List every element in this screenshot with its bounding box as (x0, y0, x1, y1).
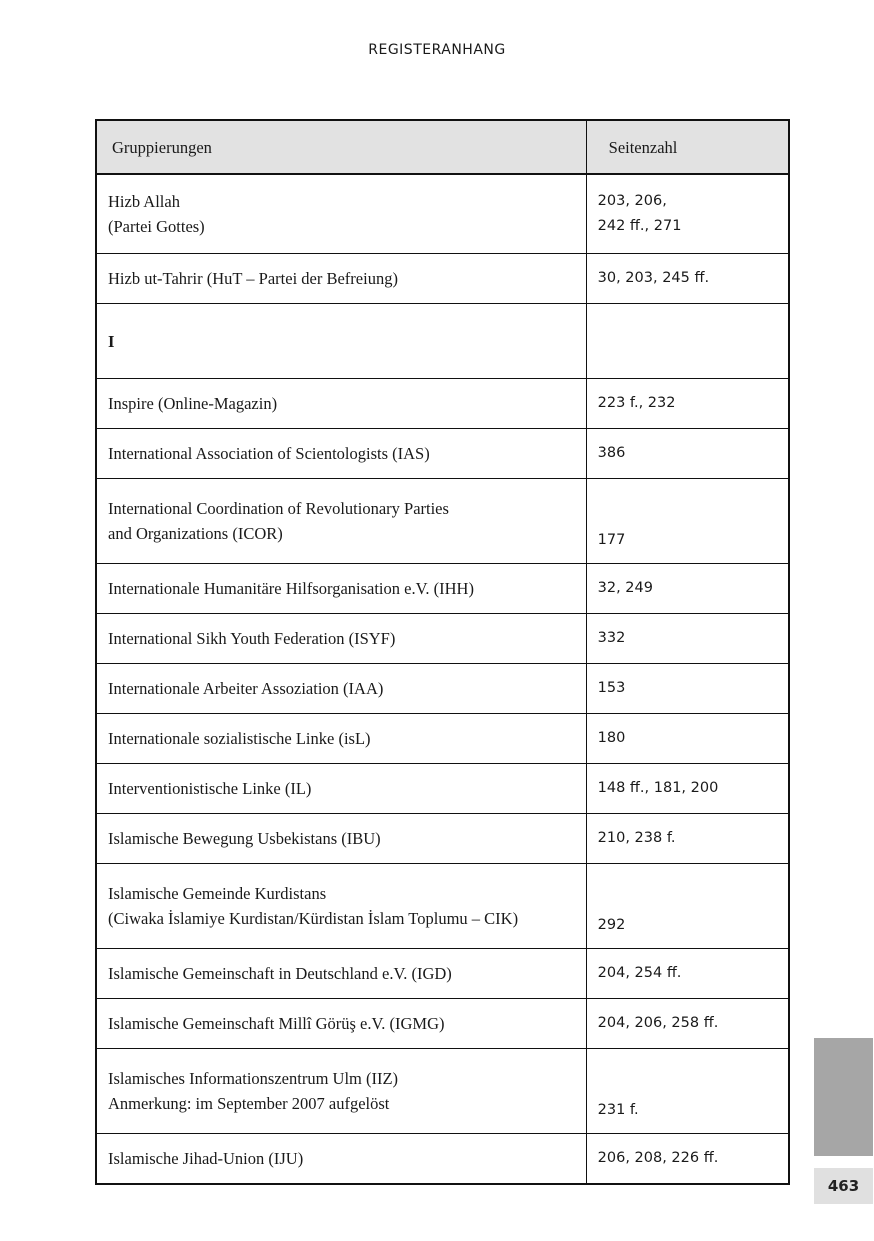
group-name-line: Anmerkung: im September 2007 aufgelöst (108, 1094, 390, 1113)
group-name-line: International Coordination of Revolutionary Parties (108, 499, 449, 518)
group-name-cell: International Association of Scientologists (IAS) (96, 429, 586, 479)
group-name-line: and Organizations (ICOR) (108, 524, 283, 543)
group-name-cell (96, 174, 586, 254)
section-letter: I (96, 304, 586, 379)
group-name-cell: Islamische Bewegung Usbekistans (IBU) (96, 814, 586, 864)
table-row (96, 429, 789, 479)
table-row (96, 999, 789, 1049)
table-row (96, 1134, 789, 1185)
table-row (96, 379, 789, 429)
page-ref-line: 203, 206, (597, 193, 667, 209)
group-name-line: Islamisches Informationszentrum Ulm (IIZ) (108, 1069, 399, 1088)
group-name-cell: Interventionistische Linke (IL) (96, 764, 586, 814)
group-name-cell: Islamische Gemeinschaft in Deutschland e.V. (IGD) (96, 949, 586, 999)
table-row (96, 714, 789, 764)
page-ref-cell: 292 (586, 864, 789, 949)
group-name-cell (96, 1049, 586, 1134)
group-name-cell: Islamische Jihad-Union (IJU) (96, 1134, 586, 1185)
page-ref-cell: 32, 249 (586, 564, 789, 614)
table-row (96, 949, 789, 999)
group-name-cell (96, 864, 586, 949)
page-ref-cell (586, 304, 789, 379)
page-ref-cell: 223 f., 232 (586, 379, 789, 429)
group-name-line: (Ciwaka İslamiye Kurdistan/Kürdistan İslam Toplumu – CIK) (108, 909, 519, 928)
page-ref-cell: 30, 203, 245 ff. (586, 254, 789, 304)
page-ref-cell (586, 174, 789, 254)
page-ref-cell: 231 f. (586, 1049, 789, 1134)
group-name-cell: Islamische Gemeinschaft Millî Görüş e.V. (IGMG) (96, 999, 586, 1049)
running-head: REGISTERANHANG (368, 42, 506, 58)
table-row (96, 564, 789, 614)
table-header-row (96, 120, 789, 174)
page-ref-cell: 148 ff., 181, 200 (586, 764, 789, 814)
page-ref-cell: 204, 254 ff. (586, 949, 789, 999)
page-ref-cell: 210, 238 f. (586, 814, 789, 864)
page-ref-cell: 153 (586, 664, 789, 714)
group-name-line: (Partei Gottes) (108, 217, 205, 236)
table-row (96, 254, 789, 304)
group-name-cell: Internationale Arbeiter Assoziation (IAA) (96, 664, 586, 714)
group-name-line: Islamische Gemeinde Kurdistans (108, 884, 327, 903)
page-number: 463 (814, 1168, 873, 1204)
table-row (96, 814, 789, 864)
group-name-cell: Hizb ut-Tahrir (HuT – Partei der Befreiung) (96, 254, 586, 304)
group-name-line: Hizb Allah (108, 192, 180, 211)
page-ref-cell: 332 (586, 614, 789, 664)
group-name-cell (96, 479, 586, 564)
group-name-cell: Internationale sozialistische Linke (isL) (96, 714, 586, 764)
column-header-pages: Seitenzahl (586, 120, 789, 174)
table-row (96, 864, 789, 949)
page-ref-cell: 180 (586, 714, 789, 764)
section-letter-row (96, 304, 789, 379)
page-ref-cell: 204, 206, 258 ff. (586, 999, 789, 1049)
table-row (96, 479, 789, 564)
group-name-cell: Inspire (Online-Magazin) (96, 379, 586, 429)
column-header-groups: Gruppierungen (96, 120, 586, 174)
table-row (96, 764, 789, 814)
chapter-thumb-tab (814, 1038, 873, 1156)
page-ref-cell: 177 (586, 479, 789, 564)
page-ref-cell: 206, 208, 226 ff. (586, 1134, 789, 1185)
page-ref-cell: 386 (586, 429, 789, 479)
table-row (96, 1049, 789, 1134)
register-table (95, 119, 790, 1185)
table-row (96, 614, 789, 664)
table-row (96, 664, 789, 714)
table-row (96, 174, 789, 254)
page-ref-line: 242 ff., 271 (597, 218, 682, 234)
group-name-cell: International Sikh Youth Federation (ISYF) (96, 614, 586, 664)
group-name-cell: Internationale Humanitäre Hilfsorganisation e.V. (IHH) (96, 564, 586, 614)
